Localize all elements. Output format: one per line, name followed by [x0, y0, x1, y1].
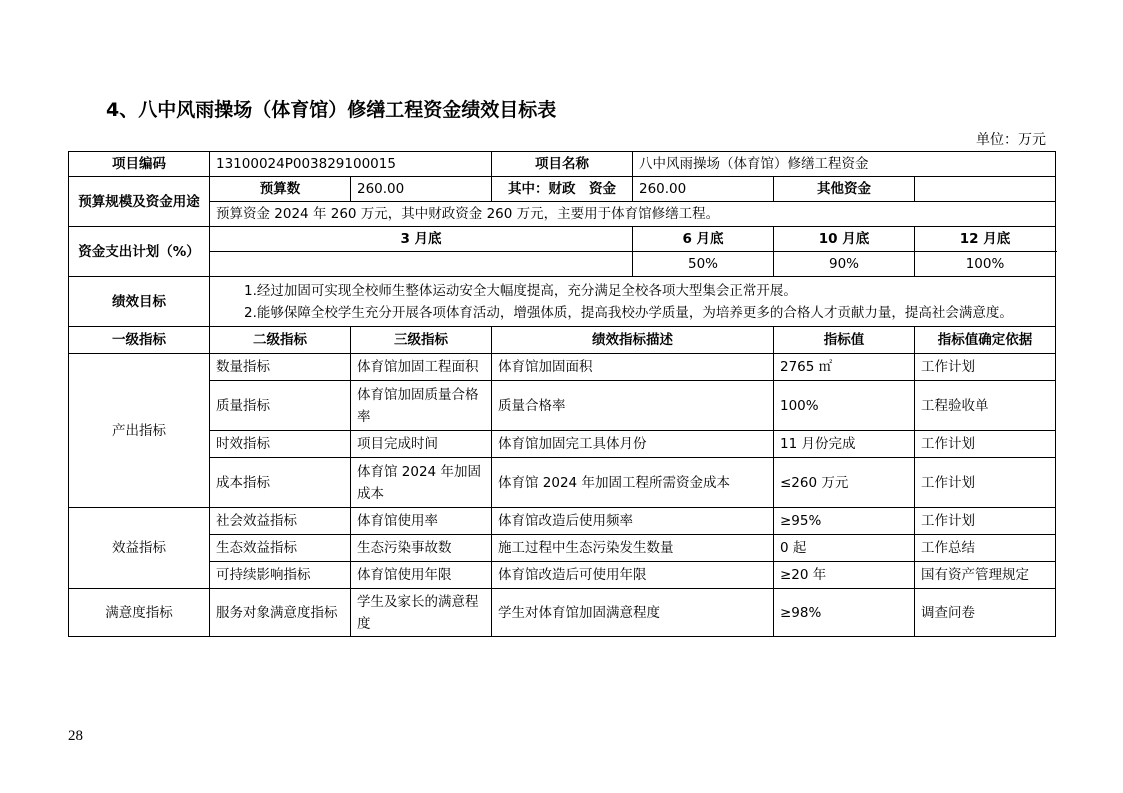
description-cell: 学生对体育馆加固满意程度 — [492, 589, 774, 637]
group-benefit: 效益指标 — [69, 508, 210, 589]
plan-header-mar: 3 月底 — [210, 227, 633, 252]
plan-header-jun: 6 月底 — [633, 227, 774, 252]
level3-cell: 体育馆加固工程面积 — [351, 354, 492, 381]
level2-cell: 社会效益指标 — [210, 508, 351, 535]
description-cell: 体育馆加固面积 — [492, 354, 774, 381]
basis-cell: 调查问卷 — [915, 589, 1056, 637]
description-cell: 体育馆改造后使用频率 — [492, 508, 774, 535]
basis-cell: 工作总结 — [915, 535, 1056, 562]
page-number: 28 — [68, 728, 83, 744]
value-cell: ≥20 年 — [774, 562, 915, 589]
level3-cell: 学生及家长的满意程度 — [351, 589, 492, 637]
goal-item: 1.经过加固可实现全校师生整体运动安全大幅度提高，充分满足全校各项大型集会正常开展。 — [244, 282, 797, 299]
value-cell: 100% — [774, 381, 915, 431]
project-code-label: 项目编码 — [69, 152, 210, 177]
group-output: 产出指标 — [69, 354, 210, 508]
description-cell: 体育馆 2024 年加固工程所需资金成本 — [492, 458, 774, 508]
level2-cell: 质量指标 — [210, 381, 351, 431]
budget-amount: 260.00 — [351, 177, 492, 202]
fiscal-label: 其中：财政 资金 — [492, 177, 633, 202]
header-basis: 指标值确定依据 — [915, 327, 1056, 354]
level2-cell: 时效指标 — [210, 431, 351, 458]
budget-amount-label: 预算数 — [210, 177, 351, 202]
project-code: 13100024P003829100015 — [210, 152, 492, 177]
header-level3: 三级指标 — [351, 327, 492, 354]
value-cell: 2765 ㎡ — [774, 354, 915, 381]
budget-usage: 预算资金 2024 年 260 万元，其中财政资金 260 万元，主要用于体育馆修缮工程。 — [210, 202, 1056, 227]
header-value: 指标值 — [774, 327, 915, 354]
fiscal-amount: 260.00 — [633, 177, 774, 202]
value-cell: ≤260 万元 — [774, 458, 915, 508]
goals-label: 绩效目标 — [69, 277, 210, 327]
basis-cell: 工作计划 — [915, 354, 1056, 381]
project-name: 八中风雨操场（体育馆）修缮工程资金 — [633, 152, 1056, 177]
value-cell: 0 起 — [774, 535, 915, 562]
level2-cell: 成本指标 — [210, 458, 351, 508]
basis-cell: 国有资产管理规定 — [915, 562, 1056, 589]
plan-value-dec: 100% — [915, 252, 1056, 277]
plan-value-oct: 90% — [774, 252, 915, 277]
value-cell: ≥95% — [774, 508, 915, 535]
basis-cell: 工程验收单 — [915, 381, 1056, 431]
level2-cell: 可持续影响指标 — [210, 562, 351, 589]
level2-cell: 生态效益指标 — [210, 535, 351, 562]
basis-cell: 工作计划 — [915, 431, 1056, 458]
level3-cell: 体育馆 2024 年加固成本 — [351, 458, 492, 508]
description-cell: 施工过程中生态污染发生数量 — [492, 535, 774, 562]
value-cell: 11 月份完成 — [774, 431, 915, 458]
description-cell: 体育馆加固完工具体月份 — [492, 431, 774, 458]
description-cell: 体育馆改造后可使用年限 — [492, 562, 774, 589]
level3-cell: 项目完成时间 — [351, 431, 492, 458]
plan-value-jun: 50% — [633, 252, 774, 277]
page-title: 4、八中风雨操场（体育馆）修缮工程资金绩效目标表 — [106, 99, 557, 121]
other-funds-label: 其他资金 — [774, 177, 915, 202]
plan-header-oct: 10 月底 — [774, 227, 915, 252]
level3-cell: 体育馆使用年限 — [351, 562, 492, 589]
header-level1: 一级指标 — [69, 327, 210, 354]
header-level2: 二级指标 — [210, 327, 351, 354]
level2-cell: 服务对象满意度指标 — [210, 589, 351, 637]
level2-cell: 数量指标 — [210, 354, 351, 381]
other-funds — [915, 177, 1056, 202]
plan-label: 资金支出计划（%） — [69, 227, 210, 277]
plan-header-dec: 12 月底 — [915, 227, 1056, 252]
project-name-label: 项目名称 — [492, 152, 633, 177]
basis-cell: 工作计划 — [915, 458, 1056, 508]
plan-value-mar — [210, 252, 633, 277]
basis-cell: 工作计划 — [915, 508, 1056, 535]
performance-table — [68, 151, 1056, 637]
header-description: 绩效指标描述 — [492, 327, 774, 354]
goal-item: 2.能够保障全校学生充分开展各项体育活动，增强体质，提高我校办学质量，为培养更多的合格人才贡献力量，提高社会满意度。 — [244, 304, 1013, 321]
goals-content — [210, 277, 1056, 327]
level3-cell: 体育馆使用率 — [351, 508, 492, 535]
budget-label: 预算规模及资金用途 — [69, 177, 210, 227]
level3-cell: 体育馆加固质量合格率 — [351, 381, 492, 431]
unit-label: 单位：万元 — [976, 132, 1046, 148]
description-cell: 质量合格率 — [492, 381, 774, 431]
group-satisfaction: 满意度指标 — [69, 589, 210, 637]
level3-cell: 生态污染事故数 — [351, 535, 492, 562]
value-cell: ≥98% — [774, 589, 915, 637]
